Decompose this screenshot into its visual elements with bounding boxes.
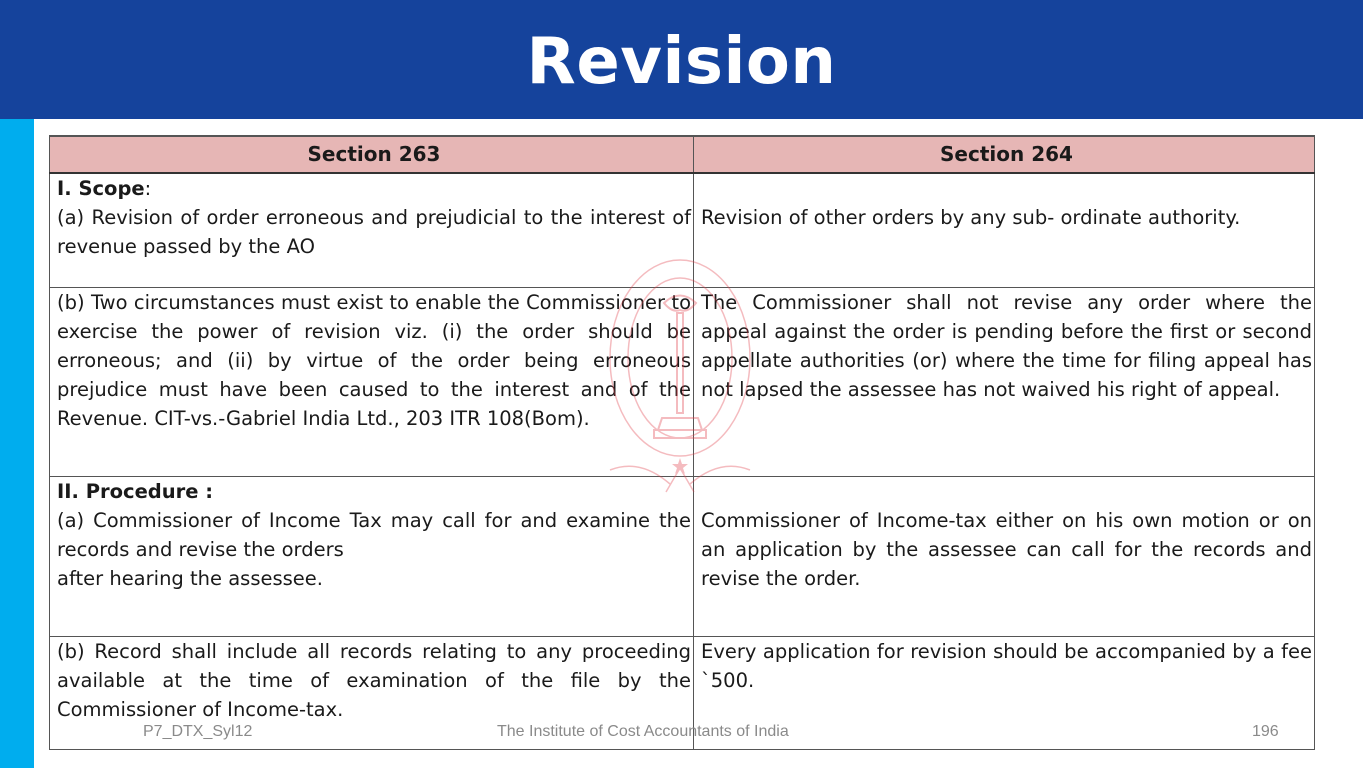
cell-text-continued: after hearing the assessee.: [57, 567, 323, 590]
cell-text: Revision of other orders by any sub- ordinate authority.: [701, 206, 1241, 229]
cell-text: Every application for revision should be accompanied by a fee `500.: [701, 640, 1312, 692]
title-bar: [0, 0, 1363, 119]
column-header-section-263: Section 263: [50, 136, 694, 173]
table-row: [50, 477, 1315, 637]
table-cell: [694, 173, 1315, 288]
cell-text: (b) Two circumstances must exist to enable the Commissioner to exercise the power of revision viz. (i) the order should be erroneous; and (ii) by virtue of the order being erroneous prejudice must have been caused to the interest and of the Revenue. CIT-vs.-Gabriel India Ltd., 203 ITR 108(Bom).: [57, 291, 691, 430]
table-cell: [694, 477, 1315, 637]
cell-text: (a) Revision of order erroneous and prejudicial to the interest of revenue passed by the AO: [57, 206, 691, 258]
table-cell: [50, 477, 694, 637]
section-label-suffix: :: [144, 177, 152, 200]
cell-text: (b) Record shall include all records relating to any proceeding available at the time of examination of the file by the Commissioner of Income-tax.: [57, 640, 691, 721]
side-accent-bar: [0, 119, 34, 768]
table-row: [50, 288, 1315, 477]
section-label-text: I. Scope: [57, 177, 145, 200]
footer-course-code: P7_DTX_Syl12: [143, 723, 253, 740]
table-row: [50, 173, 1315, 288]
comparison-table: [49, 135, 1315, 750]
slide-title: Revision: [526, 25, 837, 99]
cell-text: (a) Commissioner of Income Tax may call for and examine the records and revise the orders: [57, 509, 691, 561]
page-number: 196: [1252, 723, 1279, 740]
footer-institute-name: The Institute of Cost Accountants of India: [497, 723, 789, 740]
table-cell: [50, 288, 694, 477]
table-cell: [50, 173, 694, 288]
cell-text: The Commissioner shall not revise any order where the appeal against the order is pending before the first or second appellate authorities (or) where the time for filing appeal has not lapsed the assessee has not waived his right of appeal.: [701, 291, 1312, 401]
table-cell: [694, 288, 1315, 477]
cell-text: Commissioner of Income-tax either on his own motion or on an application by the assessee can call for the records and revise the order.: [701, 509, 1312, 590]
section-label: [57, 174, 691, 203]
column-header-section-264: Section 264: [694, 136, 1315, 173]
table-header-row: [50, 136, 1315, 173]
section-label: II. Procedure :: [57, 480, 214, 503]
